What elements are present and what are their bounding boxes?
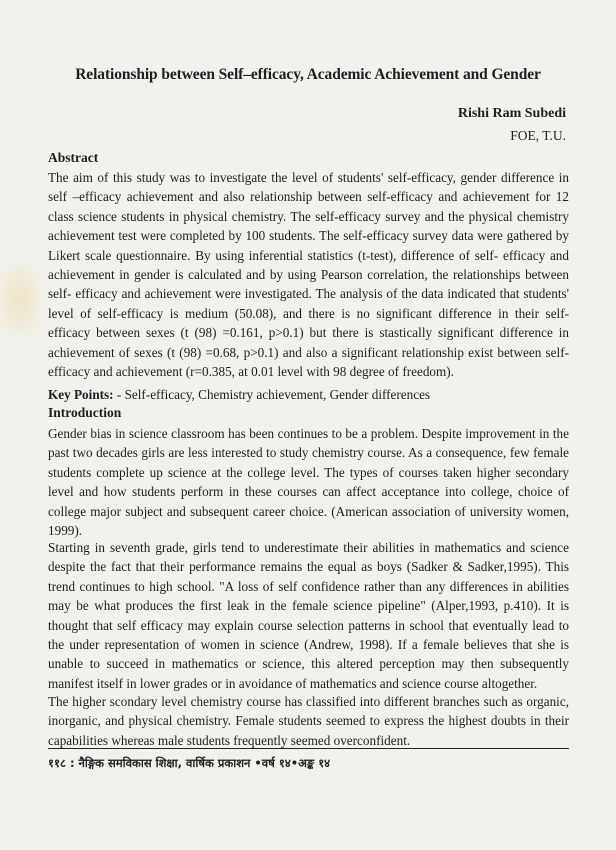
author-affiliation: FOE, T.U.	[510, 128, 566, 143]
intro-paragraph-2: Starting in seventh grade, girls tend to underestimate their abilities in mathematics and science despite the fact that their performance remains the equal as boys (Sadker & Sadker,1995). This trend continues to high school. "A loss of self confidence rather than any differences in abilities may be what produces the first leak in the female science pipeline" (Alper,1993, p.410). It is thought that self efficacy may explain course selection patterns in school that eventually lead to the under representation of women in science (Andrew, 1998). If a female believes that she is unable to succeed in mathematics or science, this altered perception may then subsequently manifest itself in lower grades or in avoidance of mathematics and science course altogether.	[48, 540, 569, 691]
introduction-heading: Introduction	[48, 405, 122, 420]
key-points-label: Key Points:	[48, 387, 114, 402]
paper-stain	[0, 265, 40, 335]
footer-rule	[48, 748, 569, 749]
author-name: Rishi Ram Subedi	[457, 106, 566, 121]
intro-paragraph-3: The higher scondary level chemistry course has classified into different branches such as organic, inorganic, and physical chemistry. Female students seemed to express the highest doubts in their capabilities whereas male students frequently seemed overconfident.	[48, 694, 569, 748]
key-points-text: - Self-efficacy, Chemistry achievement, Gender differences	[113, 387, 431, 402]
abstract-heading: Abstract	[48, 150, 99, 165]
key-points	[48, 385, 578, 404]
intro-paragraph-1: Gender bias in science classroom has been continues to be a problem. Despite improvement in the past two decades girls are less interested to study chemistry course. As a consequence, few female students complete up science at the college level. The types of courses taken higher secondary level and how students perform in these courses can affect acceptance into college, choice of college major subject and subsequent career choice. (American association of university women, 1999).	[48, 426, 569, 539]
abstract-body: The aim of this study was to investigate the level of students' self-efficacy, gender difference in self –efficacy achievement and also relationship between self-efficacy and achievement for 12 class science students in physical chemistry. The self-efficacy survey and the physical chemistry achievement test were completed by 100 students. The self-efficacy survey data were gathered by Likert scale questionnaire. By using inferential statistics (t-test), difference of self- efficacy and achievement in gender is calculated and by using Pearson correlation, the relationships between self- efficacy and achievement were investigated. The analysis of the data indicated that students' level of self-efficacy is medium (50.08), and there is no significant difference in their self- efficacy between sexes (t (98) =0.161, p>0.1) but there is stastically significant difference in achievement of sexes (t (98) =0.68, p>0.1) and also a significant relationship exist between self-efficacy and achievement (r=0.385, at 0.01 level with 98 degree of freedom).	[48, 170, 569, 380]
page-footer: ११८ : नैङ्गिक समविकास शिक्षा, वार्षिक प्रकाशन •वर्ष १४•अङ्क १४	[48, 756, 331, 770]
paper-title: Relationship between Self–efficacy, Academic Achievement and Gender	[75, 66, 541, 83]
